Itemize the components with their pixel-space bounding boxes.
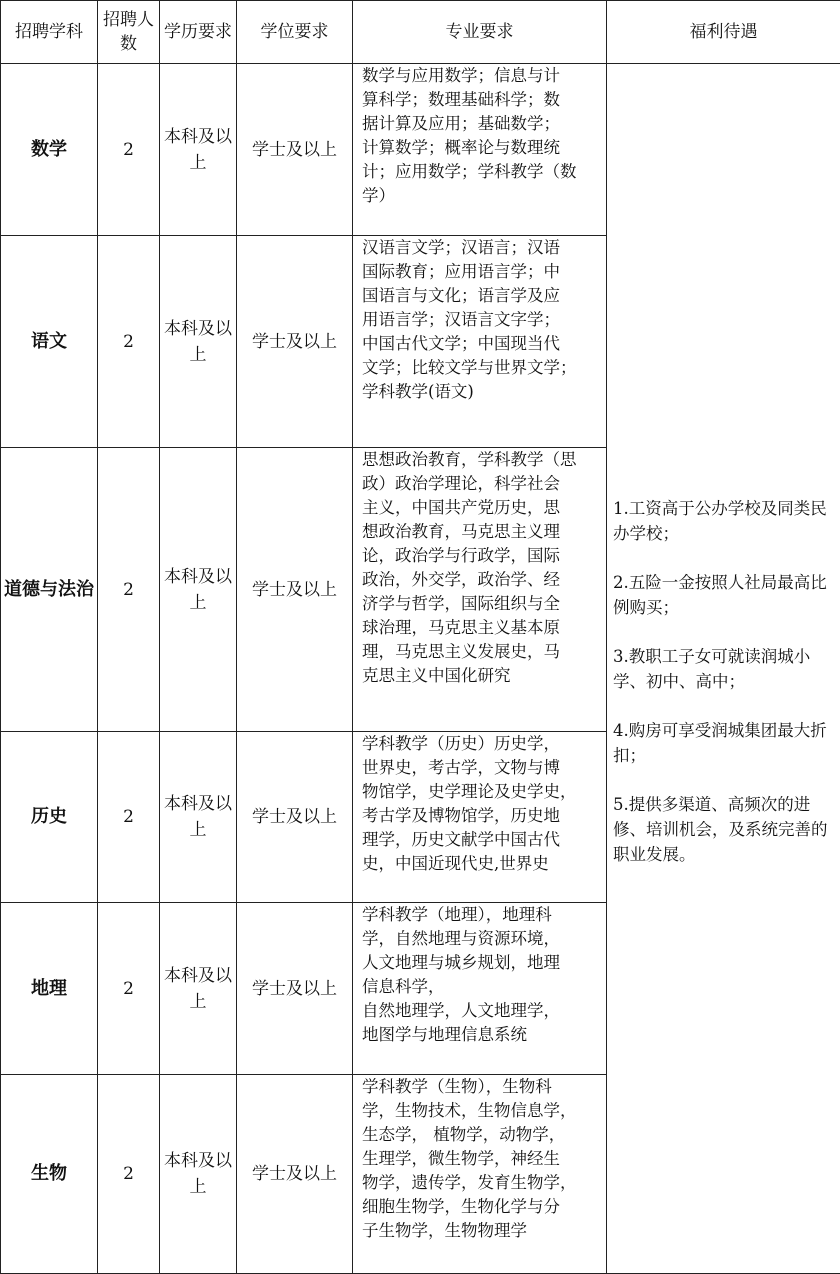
degree-cell: 学士及以上 bbox=[237, 903, 353, 1075]
education-cell: 本科及以上 bbox=[160, 903, 237, 1075]
subject-cell: 道德与法治 bbox=[1, 448, 98, 732]
benefit-item: 4.购房可享受润城集团最大折扣； bbox=[613, 721, 827, 765]
major-text: 学科教学（生物），生物科 学，生物技术，生物信息学， 生态学， 植物学，动物学， 生理学，微生物学，神经生 物学，遗传学，发育生物学， 细胞生物学，生物化学与分 子生物学，生物物理学 bbox=[362, 1077, 577, 1240]
header-education: 学历要求 bbox=[160, 1, 237, 64]
major-text: 汉语言文学；汉语言；汉语 国际教育；应用语言学；中 国语言与文化；语言学及应 用语言学；汉语言文字学； 中国古代文学；中国现当代 文学；比较文学与世界文学； 学科教学(语文) bbox=[362, 238, 577, 401]
education-cell: 本科及以上 bbox=[160, 448, 237, 732]
header-benefits: 福利待遇 bbox=[607, 1, 840, 64]
major-cell bbox=[353, 236, 607, 448]
count-cell: 2 bbox=[98, 903, 160, 1075]
benefit-item: 1.工资高于公办学校及同类民办学校； bbox=[613, 499, 827, 543]
education-cell: 本科及以上 bbox=[160, 1075, 237, 1274]
table-row bbox=[1, 64, 840, 236]
major-text: 学科教学（历史）历史学， 世界史，考古学，文物与博 物馆学，史学理论及史学史， 考古学及博物馆学，历史地 理学，历史文献学中国古代 史，中国近现代史,世界史 bbox=[362, 734, 577, 873]
degree-cell: 学士及以上 bbox=[237, 236, 353, 448]
degree-cell: 学士及以上 bbox=[237, 64, 353, 236]
major-cell bbox=[353, 64, 607, 236]
degree-cell: 学士及以上 bbox=[237, 1075, 353, 1274]
degree-cell: 学士及以上 bbox=[237, 732, 353, 903]
education-cell: 本科及以上 bbox=[160, 236, 237, 448]
major-cell bbox=[353, 1075, 607, 1274]
header-major: 专业要求 bbox=[353, 1, 607, 64]
header-degree: 学位要求 bbox=[237, 1, 353, 64]
education-cell: 本科及以上 bbox=[160, 732, 237, 903]
count-cell: 2 bbox=[98, 1075, 160, 1274]
major-text: 学科教学（地理），地理科 学，自然地理与资源环境， 人文地理与城乡规划，地理 信息科学， 自然地理学，人文地理学， 地图学与地理信息系统 bbox=[362, 905, 560, 1044]
header-subject: 招聘学科 bbox=[1, 1, 98, 64]
benefit-item: 3.教职工子女可就读润城小学、初中、高中； bbox=[613, 647, 811, 691]
major-cell bbox=[353, 448, 607, 732]
degree-cell: 学士及以上 bbox=[237, 448, 353, 732]
count-cell: 2 bbox=[98, 236, 160, 448]
benefits-cell bbox=[607, 64, 840, 1274]
subject-cell: 生物 bbox=[1, 1075, 98, 1274]
major-text: 数学与应用数学；信息与计 算科学；数理基础科学；数 据计算及应用；基础数学； 计算数学；概率论与数理统 计；应用数学；学科教学（数 学） bbox=[362, 66, 577, 205]
benefit-item: 2.五险一金按照人社局最高比例购买； bbox=[613, 573, 827, 617]
count-cell: 2 bbox=[98, 732, 160, 903]
count-cell: 2 bbox=[98, 448, 160, 732]
count-cell: 2 bbox=[98, 64, 160, 236]
header-row bbox=[1, 1, 840, 64]
subject-cell: 语文 bbox=[1, 236, 98, 448]
education-cell: 本科及以上 bbox=[160, 64, 237, 236]
benefits-list bbox=[613, 496, 836, 867]
benefit-item: 5.提供多渠道、高频次的进修、培训机会，及系统完善的职业发展。 bbox=[613, 795, 828, 864]
major-cell bbox=[353, 732, 607, 903]
header-count: 招聘人数 bbox=[98, 1, 160, 64]
subject-cell: 数学 bbox=[1, 64, 98, 236]
major-cell bbox=[353, 903, 607, 1075]
subject-cell: 历史 bbox=[1, 732, 98, 903]
major-text: 思想政治教育，学科教学（思 政）政治学理论，科学社会 主义，中国共产党历史，思 想政治教育，马克思主义理 论，政治学与行政学，国际 政治，外交学，政治学、经 济学与哲学，国际组织与全 球治理，马克思主义基本原 理，马克思主义发展史，马 克思主义中国化研究 bbox=[362, 450, 577, 685]
subject-cell: 地理 bbox=[1, 903, 98, 1075]
